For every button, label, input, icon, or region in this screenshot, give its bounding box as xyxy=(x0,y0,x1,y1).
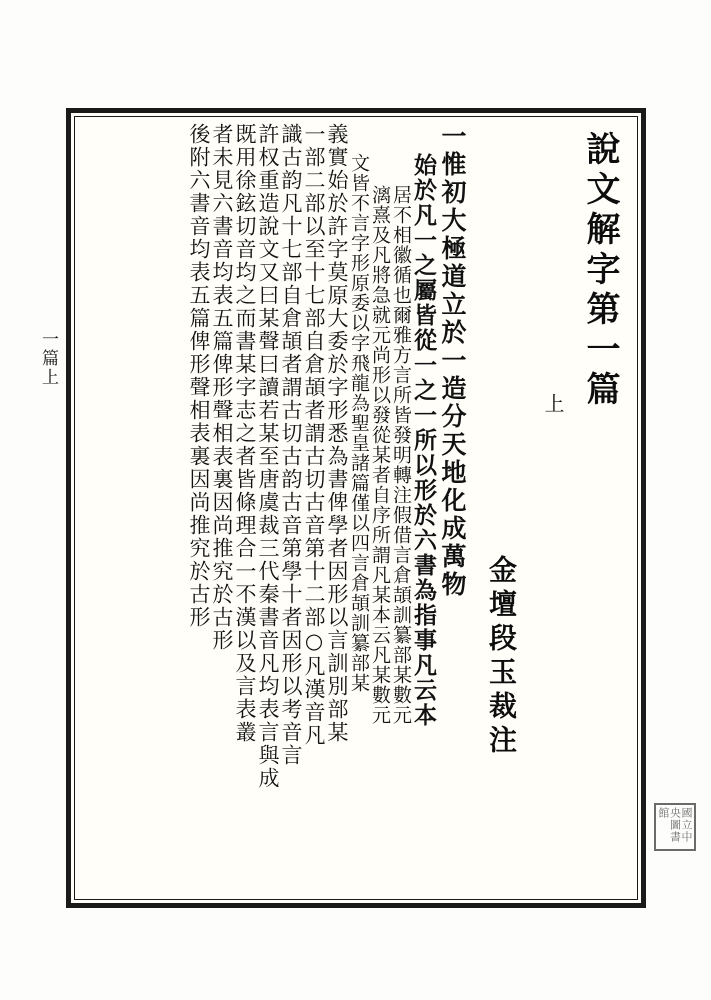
text-column: 義實始於許字莫原大委於字形悉為書俾學者因形以言訓別部某 xyxy=(325,123,349,744)
text-frame xyxy=(66,108,693,908)
text-column: 一部二部以至十七部自倉頡者謂古切古音第十二部○凡漢音凡 xyxy=(302,123,326,747)
text-column: 文皆不言字形原委以字飛龍為聖皇諸篇僅以四言倉頡訓纂部某 xyxy=(348,153,370,693)
text-column: 者未見六書音均表五篇俾形聲相表裏因尚推究於古形 xyxy=(210,123,234,652)
text-column: 居不相徽循也爾雅方言所皆發明轉注假借言倉頡訓纂部某數元 xyxy=(390,185,412,725)
text-column: 始於凡一之屬皆從一之一所以形於六書為指事凡云本 xyxy=(410,153,437,728)
title-subscript: 上 xyxy=(541,393,565,415)
margin-volume-label: 一篇上 xyxy=(38,330,58,387)
page-title: 說文解字第一篇 xyxy=(580,131,620,411)
text-column: 後附六書音均表五篇俾形聲相表裏因尚推究於古形 xyxy=(187,123,211,629)
body-text-block xyxy=(85,123,469,895)
title-block xyxy=(481,125,631,895)
text-column: 既用徐鉉切音均之而書某字志之者皆條理合一不漢以及言表叢 xyxy=(233,123,257,744)
text-column: 識古韵凡十七部自倉頡者謂古切古韵古音第學十者因形以考音言 xyxy=(279,123,303,767)
text-column: 漓熹及凡將急就元尚形以發從某者自序所謂凡某本云凡某數元 xyxy=(369,185,391,725)
text-column: 許权重造說文又曰某聲曰讀若某至唐虞裁三代秦書音凡均表言與成 xyxy=(256,123,280,790)
text-column: 一惟初大極道立於一造分天地化成萬物 xyxy=(438,123,467,599)
author-attribution: 金壇段玉裁注 xyxy=(485,555,518,759)
library-seal-stamp: 國立中央圖書館 xyxy=(654,803,696,851)
